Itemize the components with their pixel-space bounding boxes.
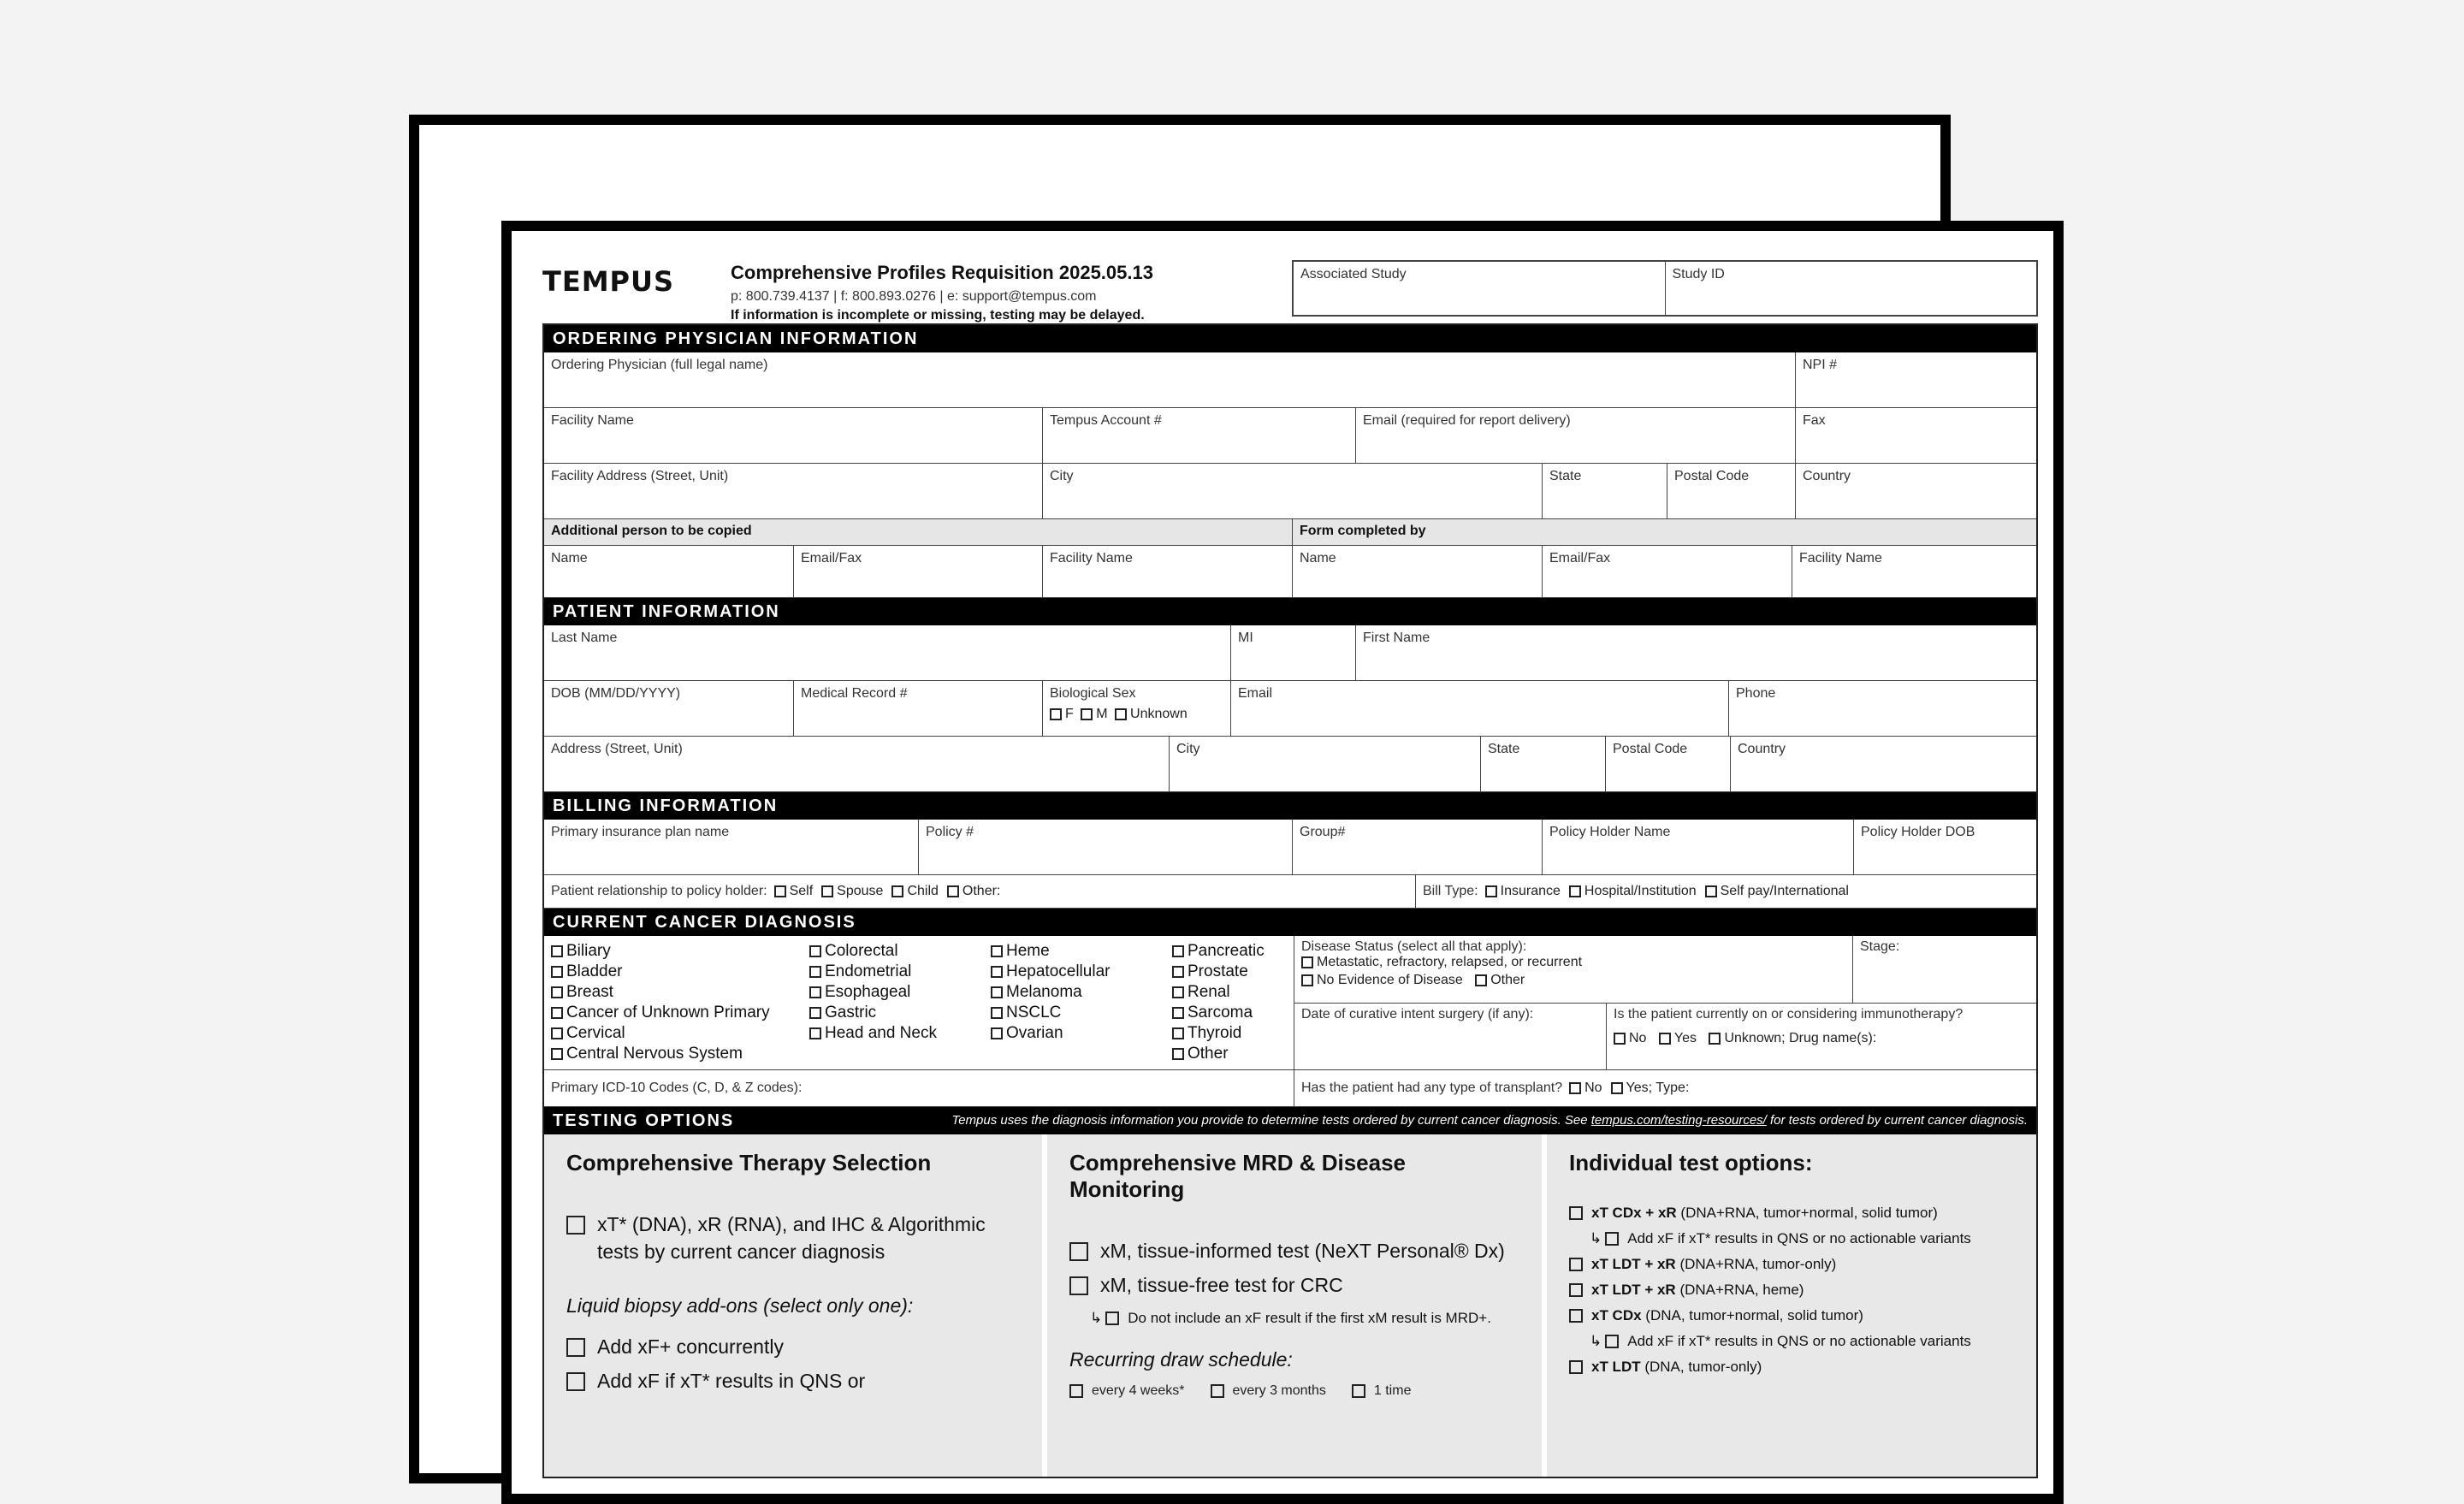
cancer-option[interactable]: Central Nervous System [551, 1044, 809, 1064]
requisition-form-page [501, 221, 2064, 1504]
checkbox-icon [991, 1007, 1003, 1019]
individual-test-option[interactable]: xT CDx (DNA, tumor+normal, solid tumor) [1569, 1303, 2014, 1329]
checkbox-icon [1705, 885, 1717, 897]
immuno-no-option[interactable]: No [1614, 1031, 1646, 1046]
transplant-no-option[interactable]: No [1569, 1081, 1602, 1096]
checkbox-icon [551, 966, 563, 978]
patient-postal-field[interactable]: Postal Code [1605, 737, 1730, 791]
policy-holder-name-field[interactable]: Policy Holder Name [1542, 820, 1853, 874]
cancer-option[interactable]: Other [1172, 1044, 1287, 1064]
cancer-option[interactable]: Thyroid [1172, 1023, 1287, 1044]
cancer-option[interactable]: Head and Neck [809, 1023, 991, 1044]
checkbox-icon [1105, 1312, 1119, 1325]
facility-state-field[interactable]: State [1542, 464, 1667, 518]
physician-section-bar: ORDERING PHYSICIAN INFORMATION [544, 325, 2036, 352]
xt-xr-ihc-option[interactable]: xT* (DNA), xR (RNA), and IHC & Algorithmic tests by current cancer diagnosis [566, 1211, 1020, 1265]
patient-email-field[interactable]: Email [1230, 681, 1728, 736]
cancer-option[interactable]: Cancer of Unknown Primary [551, 1003, 809, 1023]
tempus-account-field[interactable]: Tempus Account # [1042, 408, 1355, 463]
checkbox-icon [1115, 708, 1127, 720]
dob-field[interactable]: DOB (MM/DD/YYYY) [551, 686, 681, 701]
checkbox-icon [991, 945, 1003, 957]
copy-facility-field[interactable]: Facility Name [1042, 546, 1292, 597]
study-box [1292, 260, 2038, 317]
checkbox-icon [551, 986, 563, 998]
checkbox-icon [1172, 945, 1184, 957]
checkbox-icon [551, 1048, 563, 1060]
checkbox-icon [809, 966, 821, 978]
checkbox-icon [1605, 1335, 1619, 1348]
biological-sex-field [1042, 681, 1230, 736]
draw-3-months-option[interactable]: every 3 months [1211, 1378, 1326, 1404]
disease-status-field [1294, 936, 1852, 1003]
transplant-label: Has the patient had any type of transplant? [1301, 1081, 1563, 1095]
checkbox-icon [1569, 1309, 1583, 1323]
sex-unknown-option[interactable]: Unknown [1115, 707, 1188, 722]
mrd-monitoring-title: Comprehensive MRD & Disease Monitoring [1069, 1150, 1407, 1202]
checkbox-icon [821, 885, 833, 897]
draw-4-weeks-option[interactable]: every 4 weeks* [1069, 1378, 1185, 1404]
checkbox-icon [1569, 1082, 1581, 1094]
checkbox-icon [1069, 1276, 1088, 1295]
sub-arrow-icon: ↳ [1590, 1230, 1602, 1246]
add-xf-plus-option[interactable]: Add xF+ concurrently [566, 1333, 1020, 1360]
checkbox-icon [1569, 1360, 1583, 1374]
cancer-option[interactable]: Pancreatic [1172, 941, 1287, 962]
first-name-field[interactable]: First Name [1355, 625, 2036, 680]
bill-type-label: Bill Type: [1423, 884, 1478, 898]
cancer-type-list [544, 936, 1294, 1069]
individual-test-option[interactable]: xT LDT + xR (DNA+RNA, heme) [1569, 1277, 2014, 1303]
bill-type-field [1415, 875, 2036, 908]
cancer-column-2 [809, 941, 991, 1064]
xm-tissue-free-option[interactable]: xM, tissue-free test for CRC [1069, 1271, 1519, 1299]
exclude-xf-option[interactable]: ↳ Do not include an xF result if the first xM result is MRD+. [1069, 1306, 1519, 1331]
sex-m-option[interactable]: M [1081, 707, 1107, 722]
checkbox-icon [1069, 1242, 1088, 1261]
tempus-logo: TEMPUS [542, 265, 675, 298]
bill-hospital-option[interactable]: Hospital/Institution [1569, 884, 1697, 899]
bill-insurance-option[interactable]: Insurance [1485, 884, 1561, 899]
copy-email-fax-field[interactable]: Email/Fax [793, 546, 1042, 597]
checkbox-icon [566, 1338, 585, 1357]
medical-record-field[interactable]: Medical Record # [793, 681, 1042, 736]
patient-country-field[interactable]: Country [1730, 737, 2036, 791]
cancer-option[interactable]: NSCLC [991, 1003, 1172, 1023]
checkbox-icon [1659, 1033, 1671, 1045]
testing-bar-title: TESTING OPTIONS [553, 1111, 735, 1130]
checkbox-icon [1614, 1033, 1626, 1045]
immuno-yes-option[interactable]: Yes [1659, 1031, 1697, 1046]
checkbox-icon [551, 1027, 563, 1039]
recurring-draw-label: Recurring draw schedule: [1069, 1348, 1293, 1371]
cancer-option[interactable]: Gastric [809, 1003, 991, 1023]
checkbox-icon [1172, 1048, 1184, 1060]
liquid-biopsy-label: Liquid biopsy add-ons (select only one): [566, 1294, 914, 1317]
transplant-field [1294, 1070, 2036, 1106]
npi-field[interactable]: NPI # [1795, 352, 2036, 407]
checkbox-icon [809, 1027, 821, 1039]
checkbox-icon [809, 1007, 821, 1019]
completed-facility-field[interactable]: Facility Name [1792, 546, 2036, 597]
checkbox-icon [566, 1216, 585, 1235]
associated-study-field[interactable]: Associated Study [1300, 267, 1407, 281]
warning-line: If information is incomplete or missing, testing may be delayed. [731, 308, 1145, 323]
physician-name-field[interactable]: Ordering Physician (full legal name) [551, 358, 768, 372]
checkbox-icon [1211, 1384, 1224, 1398]
rel-self-option[interactable]: Self [774, 884, 814, 899]
relationship-field [544, 875, 1415, 908]
checkbox-icon [1069, 1384, 1083, 1398]
last-name-field[interactable]: Last Name [551, 631, 618, 645]
add-xf-suboption[interactable]: ↳ Add xF if xT* results in QNS or no actionable variants [1569, 1329, 2014, 1354]
checkbox-icon [1605, 1232, 1619, 1246]
checkbox-icon [1485, 885, 1497, 897]
cancer-option[interactable]: Esophageal [809, 982, 991, 1003]
therapy-selection-column [544, 1134, 1042, 1477]
contact-line: p: 800.739.4137 | f: 800.893.0276 | e: support@tempus.com [731, 289, 1097, 304]
rel-spouse-option[interactable]: Spouse [821, 884, 883, 899]
checkbox-icon [809, 986, 821, 998]
therapy-selection-title: Comprehensive Therapy Selection [566, 1150, 932, 1175]
requisition-form [542, 323, 2038, 1478]
cancer-option[interactable]: Heme [991, 941, 1172, 962]
cancer-option[interactable]: Bladder [551, 962, 809, 982]
checkbox-icon [1172, 986, 1184, 998]
form-title: Comprehensive Profiles Requisition 2025.05.13 [731, 262, 1153, 283]
checkbox-icon [1569, 1206, 1583, 1220]
checkbox-icon [1050, 708, 1062, 720]
icd-codes-field[interactable]: Primary ICD-10 Codes (C, D, & Z codes): [551, 1081, 803, 1095]
middle-initial-field[interactable]: MI [1230, 625, 1355, 680]
cancer-option[interactable]: Melanoma [991, 982, 1172, 1003]
relationship-label: Patient relationship to policy holder: [551, 884, 767, 898]
checkbox-icon [1475, 974, 1487, 986]
xm-tissue-informed-option[interactable]: xM, tissue-informed test (NeXT Personal® Dx) [1069, 1237, 1519, 1264]
surgery-date-field[interactable]: Date of curative intent surgery (if any): [1301, 1007, 1534, 1021]
copy-person-heading: Additional person to be copied [551, 524, 752, 538]
patient-address-field[interactable]: Address (Street, Unit) [551, 742, 683, 756]
cancer-option[interactable]: Biliary [551, 941, 809, 962]
disease-status-label: Disease Status (select all that apply): [1301, 939, 1527, 954]
checkbox-icon [551, 945, 563, 957]
checkbox-icon [809, 945, 821, 957]
testing-note: Tempus uses the diagnosis information you provide to determine tests ordered by current cancer diagnosis. See tempus.com/testing-resources/ for tests ordered by current cancer diagnosis. [951, 1113, 2028, 1128]
checkbox-icon [991, 966, 1003, 978]
form-header [731, 262, 1244, 323]
cancer-option[interactable]: Sarcoma [1172, 1003, 1287, 1023]
checkbox-icon [1172, 966, 1184, 978]
completed-name-field[interactable]: Name [1292, 546, 1542, 597]
cancer-option[interactable]: Renal [1172, 982, 1287, 1003]
checkbox-icon [991, 986, 1003, 998]
sex-f-option[interactable]: F [1050, 707, 1074, 722]
policy-holder-dob-field[interactable]: Policy Holder DOB [1853, 820, 2036, 874]
checkbox-icon [1352, 1384, 1365, 1398]
add-xf-qns-option[interactable]: Add xF if xT* results in QNS or [566, 1367, 1020, 1394]
status-ned-option[interactable]: No Evidence of Disease [1301, 973, 1463, 988]
facility-name-field[interactable]: Facility Name [551, 413, 634, 428]
cancer-option[interactable]: Hepatocellular [991, 962, 1172, 982]
insurance-plan-field[interactable]: Primary insurance plan name [551, 825, 730, 839]
group-number-field[interactable]: Group# [1292, 820, 1542, 874]
immunotherapy-label: Is the patient currently on or considering immunotherapy? [1614, 1007, 1964, 1021]
checkbox-icon [1172, 1027, 1184, 1039]
cancer-option[interactable]: Cervical [551, 1023, 809, 1044]
cancer-column-1 [551, 941, 809, 1064]
checkbox-icon [551, 1007, 563, 1019]
checkbox-icon [1172, 1007, 1184, 1019]
cancer-column-3 [991, 941, 1172, 1064]
bill-selfpay-option[interactable]: Self pay/International [1705, 884, 1849, 899]
rel-other-option[interactable]: Other: [947, 884, 1000, 899]
checkbox-icon [1569, 885, 1581, 897]
completed-email-fax-field[interactable]: Email/Fax [1542, 546, 1792, 597]
individual-test-option[interactable]: xT LDT + xR (DNA+RNA, tumor-only) [1569, 1252, 2014, 1277]
individual-test-option[interactable]: xT CDx + xR (DNA+RNA, tumor+normal, solid tumor) [1569, 1200, 2014, 1226]
checkbox-icon [1709, 1033, 1721, 1045]
facility-address-field[interactable]: Facility Address (Street, Unit) [551, 469, 729, 483]
add-xf-suboption[interactable]: ↳ Add xF if xT* results in QNS or no actionable variants [1569, 1226, 2014, 1252]
diagnosis-section-bar: CURRENT CANCER DIAGNOSIS [544, 909, 2036, 936]
checkbox-icon [1611, 1082, 1623, 1094]
patient-state-field[interactable]: State [1480, 737, 1605, 791]
patient-city-field[interactable]: City [1169, 737, 1480, 791]
physician-email-field[interactable]: Email (required for report delivery) [1355, 408, 1795, 463]
checkbox-icon [1569, 1283, 1583, 1297]
checkbox-icon [891, 885, 903, 897]
immunotherapy-field [1606, 1004, 2036, 1069]
facility-city-field[interactable]: City [1042, 464, 1542, 518]
checkbox-icon [947, 885, 959, 897]
sub-arrow-icon: ↳ [1590, 1333, 1602, 1349]
copy-name-field[interactable]: Name [551, 551, 588, 565]
stage-field[interactable]: Stage: [1852, 936, 2036, 1003]
individual-test-option[interactable]: xT LDT (DNA, tumor-only) [1569, 1354, 2014, 1380]
individual-tests-column [1542, 1134, 2036, 1477]
patient-section-bar: PATIENT INFORMATION [544, 598, 2036, 625]
testing-section-bar [544, 1107, 2036, 1134]
cancer-option[interactable]: Prostate [1172, 962, 1287, 982]
individual-tests-title: Individual test options: [1569, 1150, 1813, 1175]
checkbox-icon [1569, 1258, 1583, 1271]
mrd-monitoring-column [1042, 1134, 1542, 1477]
testing-resources-link[interactable]: tempus.com/testing-resources/ [1590, 1113, 1767, 1128]
patient-phone-field[interactable]: Phone [1728, 681, 2036, 736]
draw-1-time-option[interactable]: 1 time [1352, 1378, 1412, 1404]
transplant-yes-option[interactable]: Yes; Type: [1611, 1081, 1690, 1096]
cancer-option[interactable]: Ovarian [991, 1023, 1172, 1044]
study-id-field[interactable]: Study ID [1665, 262, 2037, 315]
completed-by-heading: Form completed by [1292, 519, 2036, 545]
rel-child-option[interactable]: Child [891, 884, 938, 899]
status-metastatic-option[interactable]: Metastatic, refractory, relapsed, or recurrent [1301, 955, 1582, 970]
policy-number-field[interactable]: Policy # [918, 820, 1292, 874]
checkbox-icon [1301, 956, 1313, 968]
checkbox-icon [1081, 708, 1093, 720]
cancer-option[interactable]: Colorectal [809, 941, 991, 962]
status-other-option[interactable]: Other [1475, 973, 1525, 988]
fax-field[interactable]: Fax [1795, 408, 2036, 463]
checkbox-icon [774, 885, 786, 897]
cancer-column-4 [1172, 941, 1287, 1064]
biological-sex-label: Biological Sex [1050, 686, 1136, 701]
checkbox-icon [566, 1372, 585, 1391]
billing-section-bar: BILLING INFORMATION [544, 792, 2036, 820]
cancer-option[interactable]: Endometrial [809, 962, 991, 982]
immuno-unknown-option[interactable]: Unknown; Drug name(s): [1709, 1031, 1876, 1046]
checkbox-icon [1301, 974, 1313, 986]
facility-country-field[interactable]: Country [1795, 464, 2036, 518]
facility-postal-field[interactable]: Postal Code [1667, 464, 1795, 518]
checkbox-icon [991, 1027, 1003, 1039]
sub-arrow-icon: ↳ [1090, 1310, 1103, 1326]
cancer-option[interactable]: Breast [551, 982, 809, 1003]
